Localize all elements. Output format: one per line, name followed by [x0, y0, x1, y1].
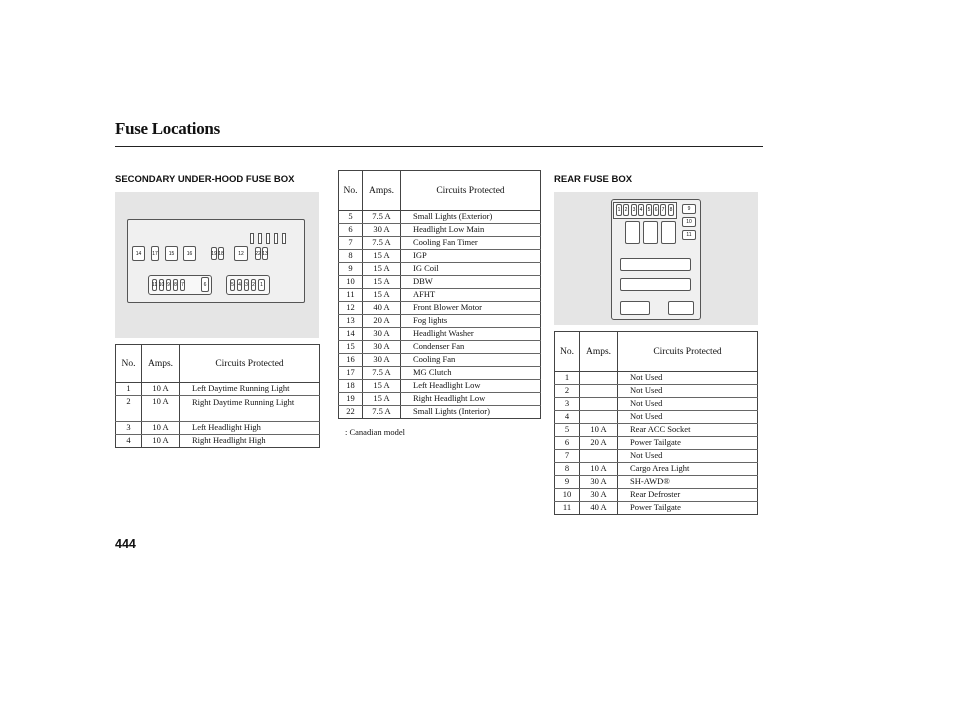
fuse-amps-cell	[580, 450, 618, 463]
relay-slot	[274, 233, 278, 244]
fuse-12: 12	[234, 246, 248, 261]
fuse-amps-cell: 15 A	[363, 289, 401, 302]
col-header-amps: Amps.	[363, 171, 401, 211]
fuse-amps-cell	[580, 411, 618, 424]
table-row	[555, 502, 758, 515]
fuse-amps-cell: 10 A	[580, 463, 618, 476]
fuse-no-cell: 22	[339, 406, 363, 419]
canadian-model-note: : Canadian model	[345, 427, 405, 437]
fuse-no-cell: 6	[555, 437, 580, 450]
fuse-circuit-cell: AFHT	[401, 289, 541, 302]
fuse-circuit-cell: Right Daytime Running Light	[180, 396, 320, 422]
fuse-amps-cell: 7.5 A	[363, 211, 401, 224]
col-header-no: No.	[555, 332, 580, 372]
fuse-11: 11	[152, 279, 157, 291]
relay-slot	[661, 221, 676, 244]
relay-slot	[250, 233, 254, 244]
fuse-8: 8	[173, 279, 178, 291]
secondary-fuse-box-heading: SECONDARY UNDER-HOOD FUSE BOX	[115, 174, 295, 185]
fuse-9: 9	[166, 279, 171, 291]
fuse-circuit-cell: Left Headlight High	[180, 422, 320, 435]
fuse-circuit-cell: Right Headlight High	[180, 435, 320, 448]
fuse-circuit-cell: DBW	[401, 276, 541, 289]
table-row	[339, 406, 541, 419]
connector-slot	[620, 301, 650, 315]
table-row	[339, 289, 541, 302]
page-title: Fuse Locations	[115, 119, 220, 138]
rear-fuse-box-heading: REAR FUSE BOX	[554, 174, 633, 185]
fuse-14: 14	[132, 246, 145, 261]
rear-fuse-8: 8	[668, 204, 674, 216]
fuse-amps-cell: 20 A	[363, 315, 401, 328]
fuse-no-cell: 4	[555, 411, 580, 424]
fuse-no-cell: 15	[339, 341, 363, 354]
fuse-amps-cell: 15 A	[363, 250, 401, 263]
table-row	[555, 424, 758, 437]
table-row	[339, 237, 541, 250]
fuse-circuit-cell: IG Coil	[401, 263, 541, 276]
col-header-no: No.	[339, 171, 363, 211]
fuse-circuit-cell: Headlight Low Main	[401, 224, 541, 237]
fuse-no-cell: 9	[339, 263, 363, 276]
fuse-no-cell: 8	[555, 463, 580, 476]
rear-fuse-11: 11	[682, 230, 696, 240]
connector-slot	[620, 258, 691, 271]
fuse-amps-cell: 7.5 A	[363, 367, 401, 380]
table-header-row	[339, 171, 541, 211]
fuse-amps-cell: 15 A	[363, 393, 401, 406]
fuse-circuit-cell: Rear Defroster	[618, 489, 758, 502]
table-row	[116, 435, 320, 448]
fuse-circuit-cell: MG Clutch	[401, 367, 541, 380]
secondary-fuse-table-1	[115, 344, 320, 448]
fuse-circuit-cell: Left Headlight Low	[401, 380, 541, 393]
fuse-circuit-cell: Left Daytime Running Light	[180, 383, 320, 396]
fuse-no-cell: 13	[339, 315, 363, 328]
table-row	[555, 411, 758, 424]
fuse-no-cell: 17	[339, 367, 363, 380]
fuse-10: 10	[159, 279, 164, 291]
col-header-no: No.	[116, 345, 142, 383]
fuse-circuit-cell: SH-AWD®	[618, 476, 758, 489]
secondary-fuse-table-2	[338, 170, 541, 419]
table-row	[339, 250, 541, 263]
fuse-circuit-cell: Not Used	[618, 411, 758, 424]
relay-slot	[266, 233, 270, 244]
fuse-amps-cell: 40 A	[363, 302, 401, 315]
fuse-no-cell: 3	[116, 422, 142, 435]
col-header-circuits: Circuits Protected	[618, 332, 758, 372]
fuse-no-cell: 12	[339, 302, 363, 315]
fuse-no-cell: 9	[555, 476, 580, 489]
table-row	[116, 383, 320, 396]
rear-fuse-9: 9	[682, 204, 696, 214]
relay-slot	[625, 221, 640, 244]
table-row	[339, 263, 541, 276]
fuse-no-cell: 18	[339, 380, 363, 393]
table-row	[339, 380, 541, 393]
fuse-1: 1	[258, 279, 265, 291]
table-header-row	[116, 345, 320, 383]
fuse-no-cell: 10	[339, 276, 363, 289]
fuse-amps-cell	[580, 385, 618, 398]
rear-fuse-2: 2	[623, 204, 629, 216]
fuse-4: 4	[237, 279, 242, 291]
table-row	[339, 315, 541, 328]
table-row	[339, 328, 541, 341]
fuse-no-cell: 5	[555, 424, 580, 437]
fuse-circuit-cell: IGP	[401, 250, 541, 263]
fuse-2: 2	[251, 279, 256, 291]
fuse-17: 17	[151, 246, 159, 261]
table-row	[116, 396, 320, 422]
fuse-16: 16	[183, 246, 196, 261]
rear-fuse-3: 3	[631, 204, 637, 216]
fuse-amps-cell: 15 A	[363, 276, 401, 289]
fuse-19: 19	[211, 247, 217, 260]
fuse-no-cell: 10	[555, 489, 580, 502]
fuse-amps-cell	[580, 398, 618, 411]
title-divider	[115, 146, 763, 147]
fuse-amps-cell: 30 A	[363, 328, 401, 341]
fuse-13: 13	[262, 247, 268, 260]
fuse-circuit-cell: Not Used	[618, 398, 758, 411]
fuse-5: 5	[230, 279, 235, 291]
rear-fuse-box-diagram	[554, 192, 758, 325]
fuse-no-cell: 11	[339, 289, 363, 302]
table-row	[555, 437, 758, 450]
fuse-6: 6	[201, 277, 209, 292]
fuse-circuit-cell: Condenser Fan	[401, 341, 541, 354]
fuse-amps-cell: 30 A	[363, 224, 401, 237]
col-header-amps: Amps.	[580, 332, 618, 372]
rear-fuse-table	[554, 331, 758, 515]
fuse-circuit-cell: Power Tailgate	[618, 502, 758, 515]
page-number: 444	[115, 537, 136, 551]
col-header-circuits: Circuits Protected	[180, 345, 320, 383]
table-row	[555, 372, 758, 385]
fuse-circuit-cell: Not Used	[618, 450, 758, 463]
fuse-no-cell: 3	[555, 398, 580, 411]
fuse-amps-cell: 10 A	[580, 424, 618, 437]
table-row	[339, 302, 541, 315]
table-row	[339, 341, 541, 354]
table-row	[339, 354, 541, 367]
fuse-no-cell: 2	[555, 385, 580, 398]
fuse-no-cell: 5	[339, 211, 363, 224]
fuse-amps-cell: 15 A	[363, 380, 401, 393]
fuse-no-cell: 1	[116, 383, 142, 396]
fuse-amps-cell: 10 A	[142, 422, 180, 435]
fuse-amps-cell: 30 A	[580, 476, 618, 489]
fuse-no-cell: 11	[555, 502, 580, 515]
fuse-circuit-cell: Not Used	[618, 372, 758, 385]
fuse-circuit-cell: Small Lights (Interior)	[401, 406, 541, 419]
col-header-amps: Amps.	[142, 345, 180, 383]
fuse-circuit-cell: Headlight Washer	[401, 328, 541, 341]
table-row	[555, 463, 758, 476]
fuse-amps-cell: 10 A	[142, 396, 180, 422]
fuse-amps-cell: 30 A	[363, 341, 401, 354]
fuse-circuit-cell: Power Tailgate	[618, 437, 758, 450]
fuse-no-cell: 1	[555, 372, 580, 385]
fuse-no-cell: 4	[116, 435, 142, 448]
connector-slot	[668, 301, 694, 315]
fuse-amps-cell: 30 A	[580, 489, 618, 502]
relay-slot	[258, 233, 262, 244]
fuse-circuit-cell: Small Lights (Exterior)	[401, 211, 541, 224]
fuse-no-cell: 19	[339, 393, 363, 406]
col-header-circuits: Circuits Protected	[401, 171, 541, 211]
connector-slot	[620, 278, 691, 291]
table-row	[555, 385, 758, 398]
fuse-no-cell: 2	[116, 396, 142, 422]
fuse-no-cell: 16	[339, 354, 363, 367]
fuse-amps-cell	[580, 372, 618, 385]
fuse-circuit-cell: Cooling Fan Timer	[401, 237, 541, 250]
rear-fuse-6: 6	[653, 204, 659, 216]
table-row	[339, 276, 541, 289]
fuse-circuit-cell: Fog lights	[401, 315, 541, 328]
table-header-row	[555, 332, 758, 372]
relay-slot	[282, 233, 286, 244]
fuse-amps-cell: 40 A	[580, 502, 618, 515]
fuse-no-cell: 7	[555, 450, 580, 463]
fuse-circuit-cell: Right Headlight Low	[401, 393, 541, 406]
fuse-22: 22	[255, 247, 261, 260]
fuse-amps-cell: 20 A	[580, 437, 618, 450]
fuse-7: 7	[180, 279, 185, 291]
table-row	[555, 489, 758, 502]
fuse-amps-cell: 10 A	[142, 383, 180, 396]
secondary-fuse-box-diagram	[115, 192, 319, 338]
fuse-amps-cell: 10 A	[142, 435, 180, 448]
fuse-amps-cell: 7.5 A	[363, 237, 401, 250]
table-row	[339, 393, 541, 406]
fuse-3: 3	[244, 279, 249, 291]
fuse-circuit-cell: Not Used	[618, 385, 758, 398]
relay-slot	[643, 221, 658, 244]
table-row	[339, 367, 541, 380]
fuse-amps-cell: 30 A	[363, 354, 401, 367]
table-row	[116, 422, 320, 435]
fuse-circuit-cell: Cooling Fan	[401, 354, 541, 367]
fuse-amps-cell: 15 A	[363, 263, 401, 276]
fuse-no-cell: 7	[339, 237, 363, 250]
rear-fuse-7: 7	[660, 204, 666, 216]
fuse-amps-cell: 7.5 A	[363, 406, 401, 419]
rear-fuse-1: 1	[616, 204, 622, 216]
rear-fuse-5: 5	[646, 204, 652, 216]
table-row	[555, 476, 758, 489]
table-row	[339, 224, 541, 237]
fuse-15: 15	[165, 246, 178, 261]
fuse-18: 18	[218, 247, 224, 260]
fuse-circuit-cell: Cargo Area Light	[618, 463, 758, 476]
fuse-no-cell: 14	[339, 328, 363, 341]
fuse-no-cell: 6	[339, 224, 363, 237]
rear-fuse-4: 4	[638, 204, 644, 216]
table-row	[555, 450, 758, 463]
table-row	[555, 398, 758, 411]
table-row	[339, 211, 541, 224]
rear-fuse-10: 10	[682, 217, 696, 227]
fuse-circuit-cell: Rear ACC Socket	[618, 424, 758, 437]
fuse-no-cell: 8	[339, 250, 363, 263]
fuse-circuit-cell: Front Blower Motor	[401, 302, 541, 315]
